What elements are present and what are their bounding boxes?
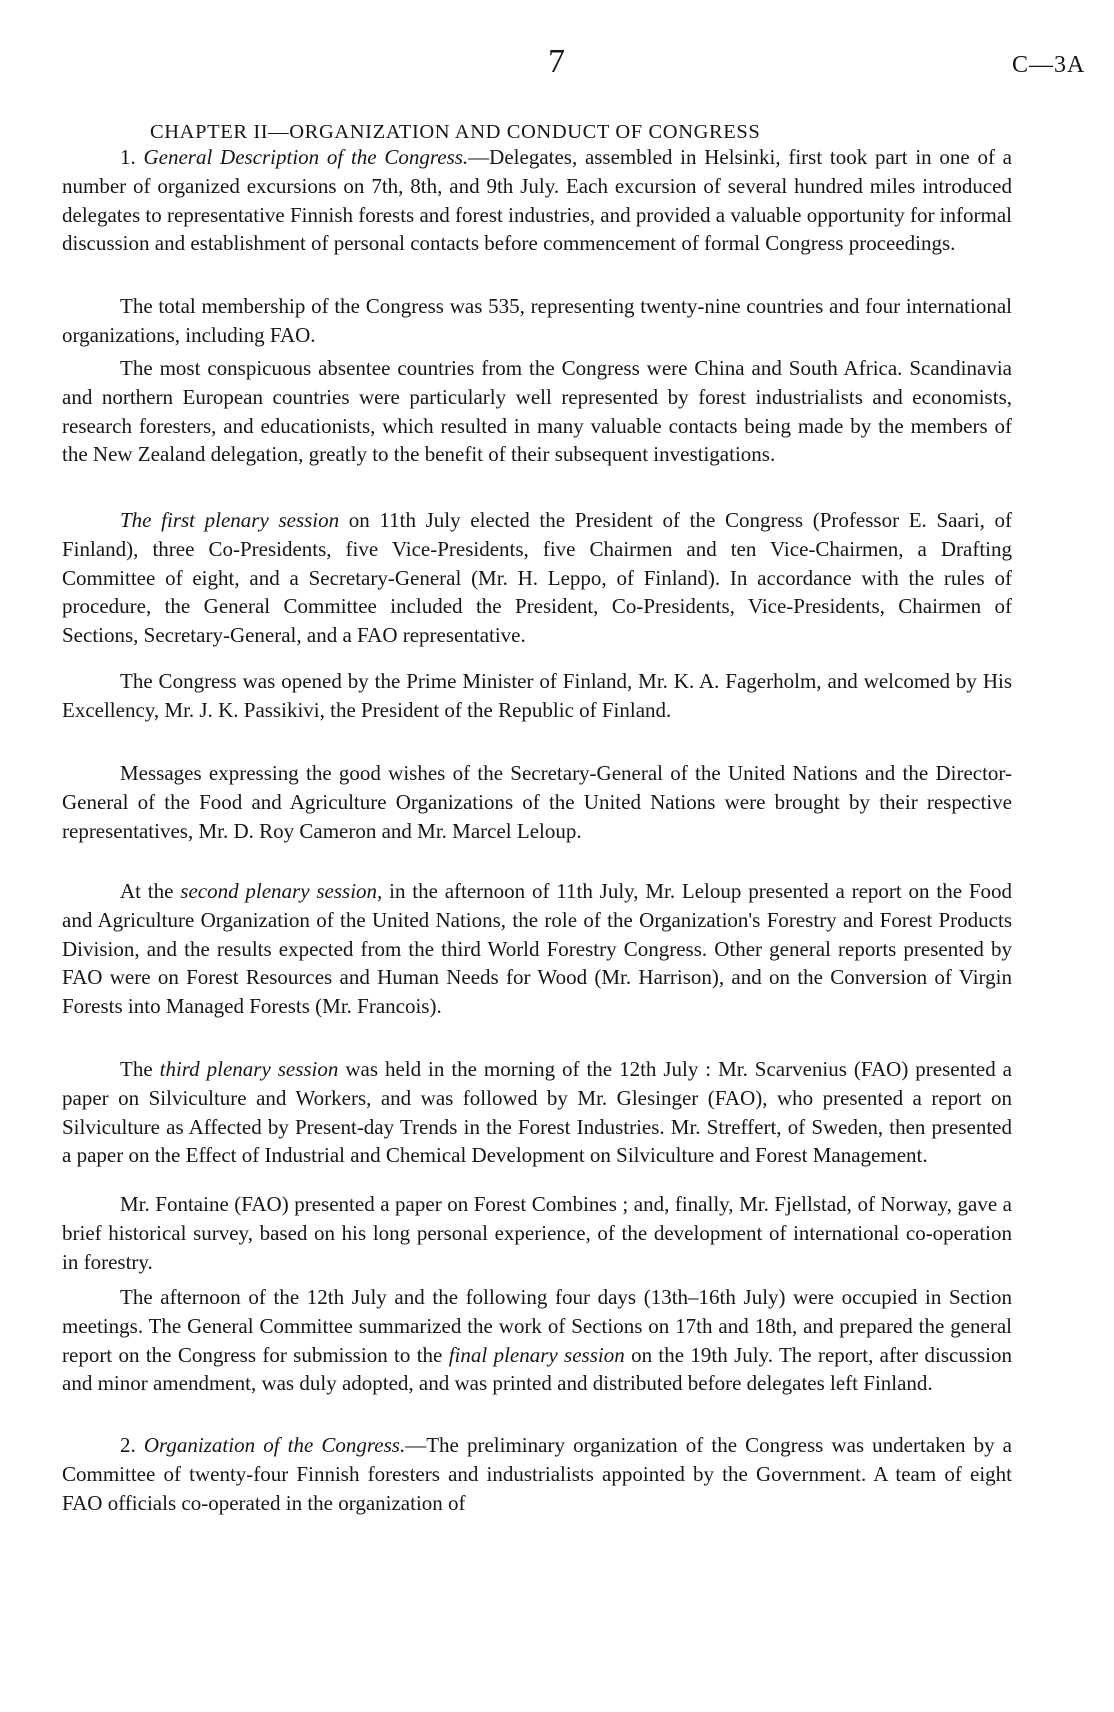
section-heading: General Description of the Congress. <box>143 145 469 169</box>
paragraph-text: Messages expressing the good wishes of the Secretary-General of the United Nations and the Director-General of the Food and Agriculture Organizations of the United Nations were brought by their respective representatives, Mr. D. Roy Cameron and Mr. Marcel Leloup. <box>62 761 1012 843</box>
document-reference: C—3A <box>1012 52 1086 78</box>
paragraph-messages <box>62 759 1012 845</box>
paragraph-text: was held in the morning of the 12th July : Mr. Scarvenius (FAO) presented a paper on Silviculture and Workers, and was followed by Mr. Glesinger (FAO), who presented a report on Silviculture as Affected by Present-day Trends in the Forest Industries. Mr. Streffert, of Sweden, then presented a paper on the Effect of Industrial and Chemical Development on Silviculture and Forest Management. <box>62 1057 1012 1168</box>
paragraph-text: —Delegates, assembled in Helsinki, first took part in one of a number of organized excursions on 7th, 8th, and 9th July. Each excursion of several hundred miles introduced delegates to representative Finnish forests and forest industries, and provided a valuable opportunity for informal discussion and establishment of personal contacts before commencement of formal Congress proceedings. <box>62 145 1012 256</box>
paragraph-opening <box>62 667 1012 725</box>
section-number: 2. <box>120 1433 136 1457</box>
paragraph-text-lead: At the <box>120 879 181 903</box>
session-title: The first plenary session <box>120 508 340 532</box>
paragraph-absentees <box>62 354 1012 469</box>
paragraph-second-plenary <box>62 877 1012 1021</box>
paragraph-membership <box>62 292 1012 350</box>
paragraph-text: on the 19th July. The report, after discussion and minor amendment, was duly adopted, and was printed and distributed before delegates left Finland. <box>62 1342 1012 1396</box>
session-title: final plenary session <box>448 1342 625 1367</box>
section-number: 1. <box>120 145 136 169</box>
paragraph-general-description <box>62 143 1012 258</box>
paragraph-text: —The preliminary organization of the Congress was undertaken by a Committee of twenty-four Finnish foresters and industrialists appointed by the Government. A team of eight FAO officials co-operated in the organization of <box>62 1433 1012 1515</box>
section-heading: Organization of the Congress. <box>143 1433 406 1457</box>
chapter-title: CHAPTER II—ORGANIZATION AND CONDUCT OF CONGRESS <box>150 121 761 143</box>
paragraph-text: in the afternoon of 11th July, Mr. Leloup presented a report on the Food and Agriculture Organization of the United Nations, the role of the Organization's Forestry and Forest Products Division, and the results expected from the third World Forestry Congress. Other general reports presented by FAO were on Forest Resources and Human Needs for Wood (Mr. Harrison), and on the Conversion of Virgin Forests into Managed Forests (Mr. Francois). <box>62 879 1013 1019</box>
paragraph-text: Mr. Fontaine (FAO) presented a paper on Forest Combines ; and, finally, Mr. Fjellstad, of Norway, gave a brief historical survey, based on his long personal experience, of the development of international co-operation in forestry. <box>62 1192 1012 1274</box>
paragraph-fontaine <box>62 1190 1012 1276</box>
paragraph-text: The most conspicuous absentee countries from the Congress were China and South Africa. Scandinavia and northern European countries were particularly well represented by forest industrialists and economists, research foresters, and educationists, which resulted in many valuable contacts being made by the members of the New Zealand delegation, greatly to the benefit of their subsequent investigations. <box>62 356 1012 467</box>
page-number: 7 <box>548 43 565 80</box>
paragraph-text-lead: The afternoon of the 12th July and the following four days (13th–16th July) were occupied in Section meetings. The General Committee summarized the work of Sections on 17th and 18th, and prepared the general report on the Congress for submission to the <box>62 1285 1012 1367</box>
paragraph-text: The Congress was opened by the Prime Minister of Finland, Mr. K. A. Fagerholm, and welcomed by His Excellency, Mr. J. K. Passikivi, the President of the Republic of Finland. <box>62 669 1012 722</box>
paragraph-text: on 11th July elected the President of the Congress (Professor E. Saari, of Finland), three Co-Presidents, five Vice-Presidents, five Chairmen and ten Vice-Chairmen, a Drafting Committee of eight, and a Secretary-General (Mr. H. Leppo, of Finland). In accordance with the rules of procedure, the General Committee included the President, Co-Presidents, Vice-Presidents, Chairmen of Sections, Secretary-General, and a FAO representative. <box>62 508 1012 648</box>
paragraph-text-lead: The <box>120 1057 160 1081</box>
paragraph-text: The total membership of the Congress was 535, representing twenty-nine countries and four international organizations, including FAO. <box>62 294 1012 347</box>
paragraph-section-meetings <box>62 1283 1012 1398</box>
session-title: third plenary session <box>159 1057 339 1081</box>
paragraph-organization <box>62 1431 1012 1517</box>
session-title: second plenary session, <box>180 879 383 903</box>
paragraph-third-plenary <box>62 1055 1012 1170</box>
paragraph-first-plenary <box>62 506 1012 650</box>
